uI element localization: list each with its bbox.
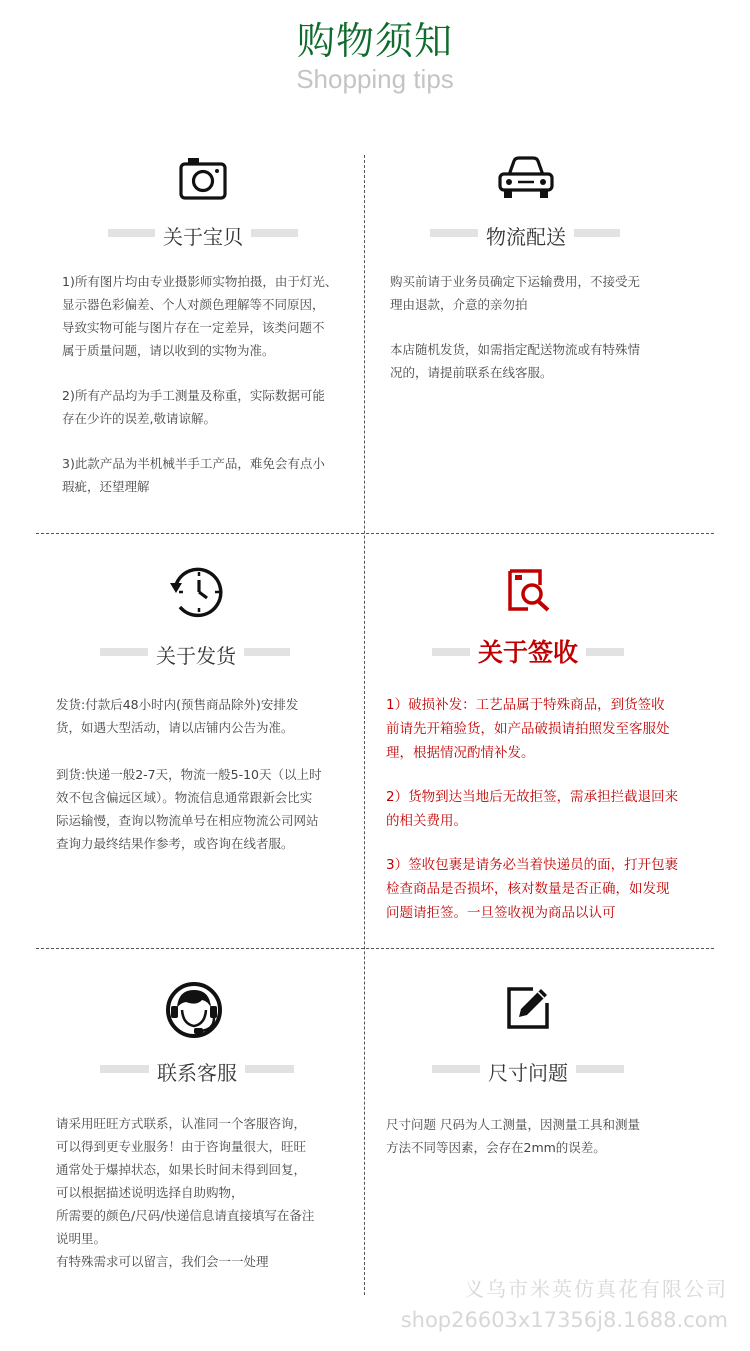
paragraph: 3)此款产品为半机械半手工产品，难免会有点小 瑕疵，还望理解 (62, 456, 325, 494)
page-subtitle: Shopping tips (296, 64, 454, 94)
paragraph: 本店随机发货，如需指定配送物流或有特殊情 况的，请提前联系在线客服。 (390, 342, 641, 380)
paragraph: 到货:快递一般2-7天，物流一般5-10天（以上时 效不包含偏远区域）。物流信息通常跟新会比实 际运输慢，查询以物流单号在相应物流公司网站 查询力最终结果作参考，或咨询在线者服。 (56, 767, 322, 851)
horizontal-divider (36, 533, 714, 534)
headset-agent-icon (164, 980, 224, 1044)
paragraph: 请采用旺旺方式联系，认准同一个客服咨询， 可以得到更专业服务！由于咨询量很大，旺旺 通常处于爆掉状态，如果长时间未得到回复， 可以根据描述说明选择自助购物， 所需要的颜色/尺码/快递信息请直接填写在备注 说明里。 有特殊需求可以留言，我们会一一处理 (56, 1116, 315, 1269)
paragraph: 1）破损补发：工艺品属于特殊商品，到货签收 前请先开箱验货，如产品破损请拍照发至客服处 理，根据情况酌情补发。 (386, 697, 670, 761)
vertical-divider (364, 155, 365, 1295)
paragraph: 2）货物到达当地后无故拒签，需承担拦截退回来 的相关费用。 (386, 789, 679, 829)
paragraph: 3）签收包裹是请务必当着快递员的面，打开包裹 检查商品是否损坏，核对数量是否正确，如发现 问题请拒签。一旦签收视为商品以认可 (386, 857, 679, 921)
paragraph: 2)所有产品均为手工测量及称重，实际数据可能 存在少许的误差,敬请谅解。 (62, 388, 325, 426)
paragraph: 1)所有图片均由专业摄影师实物拍摄，由于灯光、 显示器色彩偏差、个人对颜色理解等不同原因， 导致实物可能与图片存在一定差异，该类问题不 属于质量问题，请以收到的实物为准。 (62, 274, 338, 358)
car-icon (497, 155, 555, 205)
edit-icon (505, 985, 551, 1035)
paragraph: 购买前请于业务员确定下运输费用，不接受无 理由退款，介意的亲勿拍 (390, 274, 641, 312)
package-search-icon (506, 567, 552, 617)
section-title: 物流配送 (478, 221, 574, 250)
section-title: 尺寸问题 (480, 1057, 576, 1086)
clock-icon (168, 563, 226, 625)
camera-icon (178, 155, 228, 205)
section-title: 关于发货 (148, 640, 244, 669)
paragraph: 尺寸问题 尺码为人工测量，因测量工具和测量 方法不同等因素，会存在2mm的误差。 (386, 1117, 640, 1155)
section-title: 关于宝贝 (155, 221, 251, 250)
watermark-company: 义乌市米英仿真花有限公司 (464, 1277, 728, 1301)
horizontal-divider (36, 948, 714, 949)
section-title: 关于签收 (470, 633, 586, 669)
paragraph: 发货:付款后48小时内(预售商品除外)安排发 货，如遇大型活动，请以店铺内公告为准。 (56, 697, 299, 735)
watermark-url: shop26603x17356j8.1688.com (400, 1308, 728, 1332)
section-title: 联系客服 (149, 1057, 245, 1086)
page-title: 购物须知 (296, 19, 453, 63)
